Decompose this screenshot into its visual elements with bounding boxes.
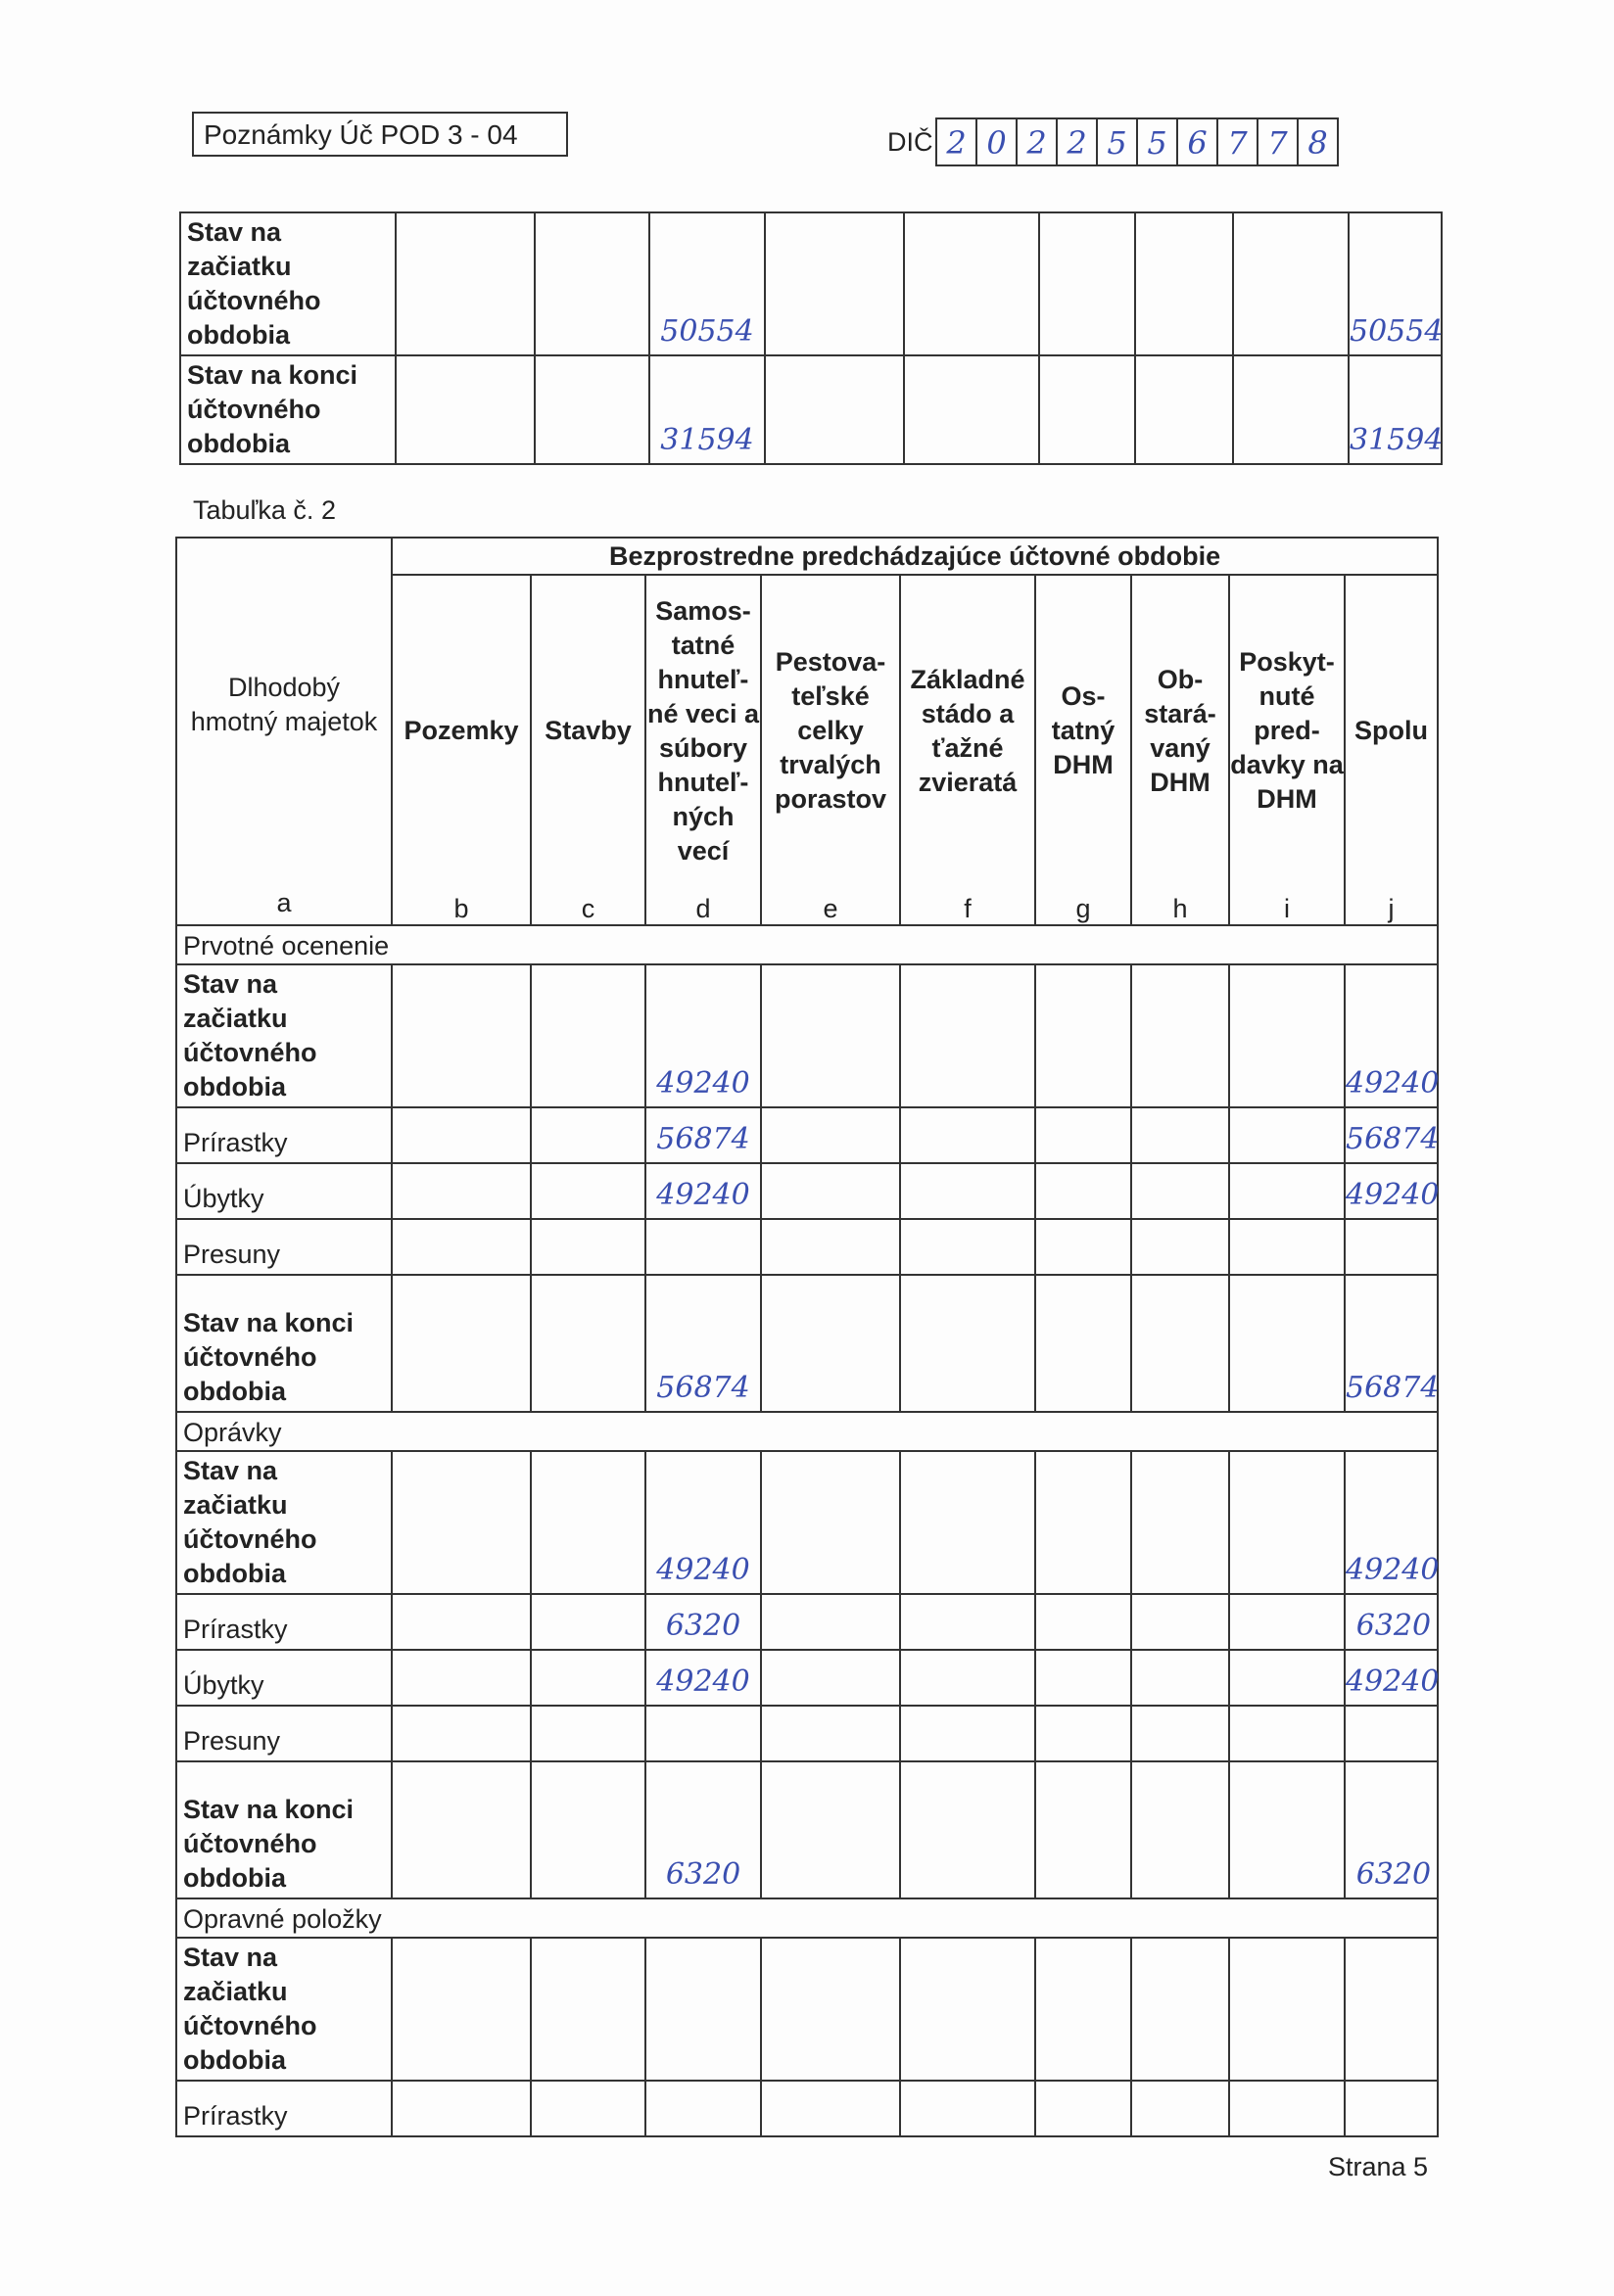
empty-cell <box>531 1275 645 1412</box>
row-label: Stav na konci účtovného obdobia <box>180 355 396 464</box>
empty-cell <box>761 1650 900 1706</box>
value-cell-j: 56874 <box>1345 1107 1438 1163</box>
value-cell-j <box>1345 2081 1438 2136</box>
empty-cell <box>1131 1594 1229 1650</box>
column-header: Samos-tatné hnuteľ-né veci a súbory hnuteľ-ných vecí <box>645 575 761 886</box>
table-2 <box>175 537 1439 2137</box>
empty-cell <box>900 964 1035 1107</box>
row-label: Stav na začiatku účtovného obdobia <box>176 1451 392 1594</box>
empty-cell <box>1229 1219 1345 1275</box>
empty-cell <box>1131 1451 1229 1594</box>
empty-cell <box>396 355 535 464</box>
empty-cell <box>1035 1451 1131 1594</box>
column-header: Stavby <box>531 575 645 886</box>
empty-cell <box>900 1761 1035 1898</box>
value-cell-d <box>645 1706 761 1761</box>
empty-cell <box>535 212 649 355</box>
row-label: Stav na začiatku účtovného obdobia <box>176 1938 392 2081</box>
row-label: Stav na konci účtovného obdobia <box>176 1761 392 1898</box>
empty-cell <box>392 1107 531 1163</box>
empty-cell <box>1035 1219 1131 1275</box>
value-cell-j: 56874 <box>1345 1275 1438 1412</box>
empty-cell <box>1229 1761 1345 1898</box>
empty-cell <box>531 1107 645 1163</box>
empty-cell <box>900 1451 1035 1594</box>
empty-cell <box>1135 212 1233 355</box>
empty-cell <box>761 1761 900 1898</box>
dic-digit: 7 <box>1257 117 1299 166</box>
empty-cell <box>761 1107 900 1163</box>
column-header: Pestova-teľské celky trvalých porastov <box>761 575 900 886</box>
dic-digit: 7 <box>1216 117 1258 166</box>
dic-digit: 8 <box>1297 117 1339 166</box>
page-number: Strana 5 <box>1328 2152 1429 2181</box>
value-cell-j <box>1345 1706 1438 1761</box>
empty-cell <box>1229 2081 1345 2136</box>
empty-cell <box>765 212 904 355</box>
empty-cell <box>1229 1650 1345 1706</box>
empty-cell <box>1131 1219 1229 1275</box>
value-cell-d: 50554 <box>649 212 765 355</box>
empty-cell <box>531 1594 645 1650</box>
empty-cell <box>1035 1761 1131 1898</box>
empty-cell <box>535 355 649 464</box>
value-cell-d: 49240 <box>645 1650 761 1706</box>
empty-cell <box>1131 964 1229 1107</box>
table-row <box>176 1761 1438 1898</box>
empty-cell <box>1229 964 1345 1107</box>
column-letter: d <box>645 886 761 925</box>
value-cell-d: 6320 <box>645 1761 761 1898</box>
dic-label: DIČ <box>887 127 933 157</box>
row-label: Presuny <box>176 1706 392 1761</box>
value-cell-j: 49240 <box>1345 1650 1438 1706</box>
empty-cell <box>1135 355 1233 464</box>
column-letter: f <box>900 886 1035 925</box>
row-label: Stav na začiatku účtovného obdobia <box>180 212 396 355</box>
empty-cell <box>761 2081 900 2136</box>
empty-cell <box>392 1650 531 1706</box>
empty-cell <box>392 1219 531 1275</box>
dic-digit: 0 <box>975 117 1018 166</box>
empty-cell <box>761 1275 900 1412</box>
empty-cell <box>1035 1275 1131 1412</box>
section-title: Prvotné ocenenie <box>176 925 1438 964</box>
empty-cell <box>761 1938 900 2081</box>
table-row <box>176 964 1438 1107</box>
value-cell-d: 56874 <box>645 1107 761 1163</box>
empty-cell <box>900 1107 1035 1163</box>
table-row <box>180 212 1442 355</box>
empty-cell <box>1131 1938 1229 2081</box>
dic-digit: 5 <box>1096 117 1138 166</box>
column-header: Základné stádo a ťažné zvieratá <box>900 575 1035 886</box>
row-label: Stav na začiatku účtovného obdobia <box>176 964 392 1107</box>
value-cell-j: 31594 <box>1349 355 1442 464</box>
column-header: Pozemky <box>392 575 531 886</box>
value-cell-d: 31594 <box>649 355 765 464</box>
empty-cell <box>900 1275 1035 1412</box>
dic-digit: 2 <box>1056 117 1098 166</box>
empty-cell <box>1131 1761 1229 1898</box>
column-letter: b <box>392 886 531 925</box>
empty-cell <box>1229 1938 1345 2081</box>
empty-cell <box>1035 1938 1131 2081</box>
empty-cell <box>904 212 1039 355</box>
value-cell-d: 56874 <box>645 1275 761 1412</box>
value-cell-d: 49240 <box>645 1163 761 1219</box>
value-cell-d <box>645 1219 761 1275</box>
empty-cell <box>900 1594 1035 1650</box>
value-cell-j: 49240 <box>1345 1451 1438 1594</box>
empty-cell <box>392 1451 531 1594</box>
empty-cell <box>900 1163 1035 1219</box>
empty-cell <box>392 1706 531 1761</box>
empty-cell <box>1229 1594 1345 1650</box>
table-row <box>180 355 1442 464</box>
empty-cell <box>1233 355 1349 464</box>
empty-cell <box>531 1706 645 1761</box>
top-table <box>179 211 1443 465</box>
value-cell-j: 6320 <box>1345 1761 1438 1898</box>
table-row <box>176 1706 1438 1761</box>
table-row <box>176 1219 1438 1275</box>
section-title: Oprávky <box>176 1412 1438 1451</box>
empty-cell <box>531 1650 645 1706</box>
column-letter: c <box>531 886 645 925</box>
value-cell-d: 49240 <box>645 1451 761 1594</box>
column-header: Ob-stará-vaný DHM <box>1131 575 1229 886</box>
row-label: Stav na konci účtovného obdobia <box>176 1275 392 1412</box>
empty-cell <box>392 1275 531 1412</box>
empty-cell <box>900 1650 1035 1706</box>
empty-cell <box>1035 1163 1131 1219</box>
empty-cell <box>900 2081 1035 2136</box>
empty-cell <box>1131 1706 1229 1761</box>
value-cell-d <box>645 1938 761 2081</box>
dic-digit: 2 <box>935 117 977 166</box>
empty-cell <box>1035 2081 1131 2136</box>
row-label: Úbytky <box>176 1650 392 1706</box>
empty-cell <box>1035 1650 1131 1706</box>
empty-cell <box>396 212 535 355</box>
empty-cell <box>900 1219 1035 1275</box>
empty-cell <box>765 355 904 464</box>
empty-cell <box>900 1706 1035 1761</box>
empty-cell <box>1229 1706 1345 1761</box>
form-title: Poznámky Úč POD 3 - 04 <box>192 112 568 157</box>
dic-digit: 6 <box>1176 117 1218 166</box>
empty-cell <box>531 1761 645 1898</box>
empty-cell <box>1035 1107 1131 1163</box>
value-cell-j <box>1345 1938 1438 2081</box>
empty-cell <box>1229 1107 1345 1163</box>
empty-cell <box>1035 1706 1131 1761</box>
empty-cell <box>392 2081 531 2136</box>
empty-cell <box>1131 1163 1229 1219</box>
value-cell-j: 6320 <box>1345 1594 1438 1650</box>
row-label: Úbytky <box>176 1163 392 1219</box>
row-header <box>176 538 392 925</box>
row-label: Prírastky <box>176 2081 392 2136</box>
empty-cell <box>531 1219 645 1275</box>
empty-cell <box>761 964 900 1107</box>
table-row <box>176 1107 1438 1163</box>
value-cell-d: 6320 <box>645 1594 761 1650</box>
column-letter: e <box>761 886 900 925</box>
table-row <box>176 1451 1438 1594</box>
empty-cell <box>1035 1594 1131 1650</box>
empty-cell <box>1039 212 1135 355</box>
table-row <box>176 1938 1438 2081</box>
table-row <box>176 1594 1438 1650</box>
table-row <box>176 1275 1438 1412</box>
row-header-label: Dlhodobý hmotný majetok <box>190 673 378 736</box>
empty-cell <box>392 1938 531 2081</box>
empty-cell <box>392 964 531 1107</box>
column-letter: a <box>276 888 292 917</box>
empty-cell <box>761 1163 900 1219</box>
value-cell-d <box>645 2081 761 2136</box>
value-cell-j: 50554 <box>1349 212 1442 355</box>
empty-cell <box>900 1938 1035 2081</box>
value-cell-j: 49240 <box>1345 964 1438 1107</box>
empty-cell <box>1229 1275 1345 1412</box>
empty-cell <box>531 1163 645 1219</box>
empty-cell <box>904 355 1039 464</box>
dic-digit: 2 <box>1016 117 1058 166</box>
empty-cell <box>1131 1107 1229 1163</box>
empty-cell <box>531 1451 645 1594</box>
table-row <box>176 1163 1438 1219</box>
empty-cell <box>392 1594 531 1650</box>
column-letter: j <box>1345 886 1438 925</box>
column-header: Os-tatný DHM <box>1035 575 1131 886</box>
empty-cell <box>1131 1650 1229 1706</box>
empty-cell <box>1229 1451 1345 1594</box>
value-cell-j: 49240 <box>1345 1163 1438 1219</box>
empty-cell <box>1131 2081 1229 2136</box>
column-letter: g <box>1035 886 1131 925</box>
empty-cell <box>392 1163 531 1219</box>
empty-cell <box>761 1594 900 1650</box>
section-title: Opravné položky <box>176 1898 1438 1938</box>
empty-cell <box>761 1451 900 1594</box>
empty-cell <box>531 2081 645 2136</box>
table-row <box>176 2081 1438 2136</box>
row-label: Prírastky <box>176 1594 392 1650</box>
row-label: Prírastky <box>176 1107 392 1163</box>
column-header: Spolu <box>1345 575 1438 886</box>
empty-cell <box>531 1938 645 2081</box>
column-letter: i <box>1229 886 1345 925</box>
dic-digit-boxes <box>937 117 1339 166</box>
column-header: Poskyt-nuté pred-davky na DHM <box>1229 575 1345 886</box>
value-cell-d: 49240 <box>645 964 761 1107</box>
empty-cell <box>1233 212 1349 355</box>
empty-cell <box>531 964 645 1107</box>
empty-cell <box>1035 964 1131 1107</box>
empty-cell <box>1229 1163 1345 1219</box>
empty-cell <box>1039 355 1135 464</box>
empty-cell <box>392 1761 531 1898</box>
empty-cell <box>761 1219 900 1275</box>
empty-cell <box>1131 1275 1229 1412</box>
empty-cell <box>761 1706 900 1761</box>
row-label: Presuny <box>176 1219 392 1275</box>
dic-digit: 5 <box>1136 117 1178 166</box>
group-header: Bezprostredne predchádzajúce účtovné obdobie <box>392 538 1438 575</box>
table-caption: Tabuľka č. 2 <box>193 495 336 525</box>
table-row <box>176 1650 1438 1706</box>
value-cell-j <box>1345 1219 1438 1275</box>
column-letter: h <box>1131 886 1229 925</box>
